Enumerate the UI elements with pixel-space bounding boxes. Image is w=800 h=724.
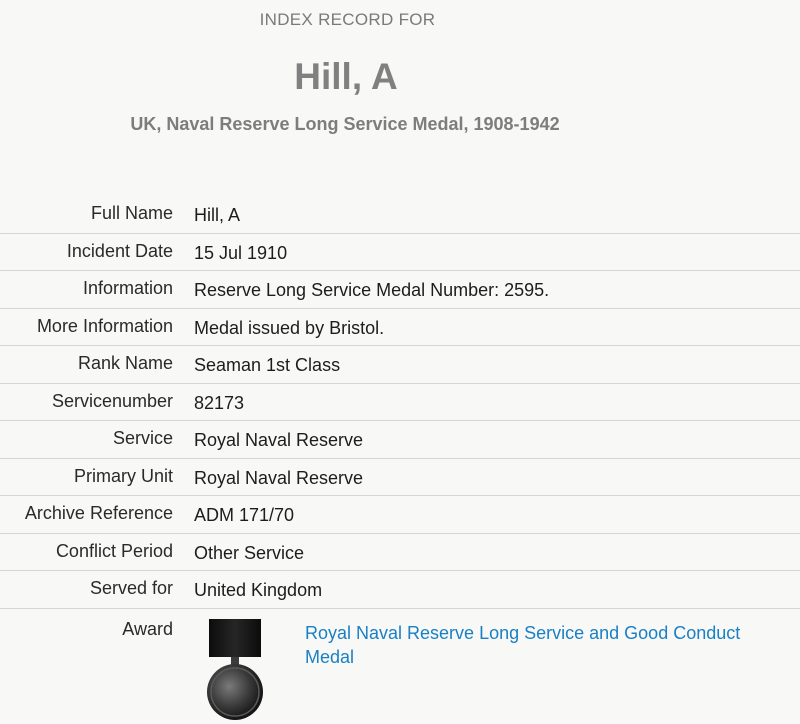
field-row-full-name: [0, 196, 800, 234]
field-value: ADM 171/70: [194, 505, 295, 525]
field-row-conflict-period: [0, 534, 800, 572]
field-value: United Kingdom: [194, 580, 323, 600]
field-value: Royal Naval Reserve: [194, 430, 364, 450]
pre-title: INDEX RECORD FOR: [259, 10, 436, 29]
field-row-archive-reference: [0, 496, 800, 534]
field-row-service: [0, 421, 800, 459]
field-label: Primary Unit: [73, 465, 173, 486]
field-row-more-information: [0, 309, 800, 347]
field-label: Incident Date: [66, 240, 173, 261]
field-label: Full Name: [90, 203, 173, 223]
record-name-title: Hill, A: [294, 56, 398, 97]
field-label: Conflict Period: [55, 540, 173, 561]
medal-icon: [205, 619, 265, 724]
field-row-served-for: [0, 571, 800, 609]
field-label: Servicenumber: [51, 390, 173, 411]
field-value: Hill, A: [194, 205, 241, 225]
field-value: 82173: [194, 392, 245, 413]
field-label: Information: [82, 278, 173, 298]
field-label: Archive Reference: [24, 503, 173, 523]
field-row-information: [0, 271, 800, 309]
field-value: Medal issued by Bristol.: [194, 317, 385, 338]
field-label: More Information: [36, 315, 173, 336]
field-label: Served for: [89, 578, 173, 598]
record-fields: [0, 196, 800, 719]
field-label: Rank Name: [77, 353, 173, 373]
field-value: Reserve Long Service Medal Number: 2595.: [194, 280, 550, 300]
field-row-incident-date: [0, 234, 800, 272]
field-row-primary-unit: [0, 459, 800, 497]
award-link[interactable]: Royal Naval Reserve Long Service and Good Conduct Medal: [305, 622, 741, 667]
field-value: 15 Jul 1910: [194, 242, 288, 263]
field-value: Royal Naval Reserve: [194, 467, 364, 488]
field-row-rank-name: [0, 346, 800, 384]
field-label: Service: [112, 428, 173, 448]
field-label: Award: [122, 618, 173, 639]
collection-title: UK, Naval Reserve Long Service Medal, 1908-1942: [130, 114, 560, 134]
field-row-award: [0, 609, 800, 719]
field-row-servicenumber: [0, 384, 800, 422]
field-value: Seaman 1st Class: [194, 355, 341, 375]
field-value: Other Service: [194, 542, 305, 563]
